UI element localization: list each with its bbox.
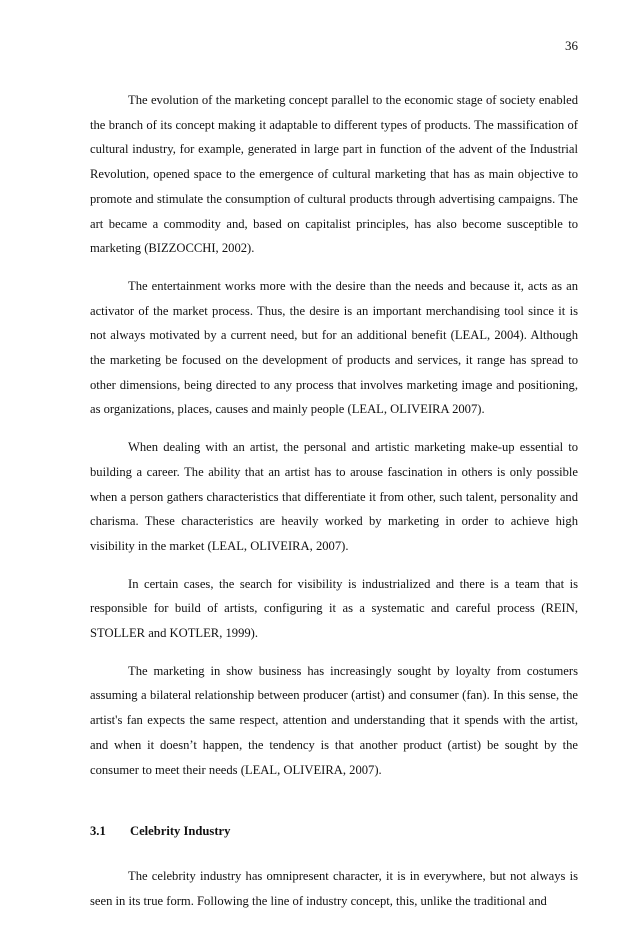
- section-paragraph-1: The celebrity industry has omnipresent character, it is in everywhere, but not always is seen in its true form. Following the line of industry concept, this, unlike the traditional and: [90, 869, 578, 908]
- page-content: [90, 88, 578, 927]
- section-heading: [90, 822, 578, 840]
- body-paragraph-5: The marketing in show business has increasingly sought by loyalty from costumers assuming a bilateral relationship between producer (artist) and consumer (fan). In this sense, the artist's fan expects the same respect, attention and understanding that it spends with the artist, and when it doesn’t happen, the tendency is that another product (artist) be sought by the consumer to meet their needs (LEAL, OLIVEIRA, 2007).: [90, 663, 578, 777]
- section-number: 3.1: [90, 824, 106, 839]
- page-number: 36: [565, 38, 578, 53]
- body-paragraph-2: The entertainment works more with the desire than the needs and because it, acts as an activator of the market process. Thus, the desire is an important merchandising tool since it is not always motivated by a current need, but for an additional benefit (LEAL, 2004). Although the marketing be focused on the development of products and services, it range has spread to other dimensions, being directed to any process that involves marketing image and positioning, as organizations, places, causes and mainly people (LEAL, OLIVEIRA 2007).: [90, 278, 578, 417]
- body-paragraph-3: When dealing with an artist, the personal and artistic marketing make-up essential to building a career. The ability that an artist has to arouse fascination in others is only possible when a person gathers characteristics that differentiate it from other, such talent, personality and charisma. These characteristics are heavily worked by marketing in order to achieve high visibility in the market (LEAL, OLIVEIRA, 2007).: [90, 440, 578, 553]
- body-paragraph-4: In certain cases, the search for visibility is industrialized and there is a team that is responsible for build of artists, configuring it as a systematic and careful process (REIN, STOLLER and KOTLER, 1999).: [90, 576, 578, 641]
- body-paragraph-1: The evolution of the marketing concept parallel to the economic stage of society enabled the branch of its concept making it adaptable to different types of products. The massification of cultural industry, for example, generated in large part in function of the advent of the Industrial Revolution, opened space to the emergence of cultural marketing that has as main objective to promote and stimulate the consumption of cultural products through advertising campaigns. The art became a commodity and, based on capitalist principles, has also become susceptible to marketing (BIZZOCCHI, 2002).: [90, 93, 578, 256]
- section-title: Celebrity Industry: [130, 824, 231, 839]
